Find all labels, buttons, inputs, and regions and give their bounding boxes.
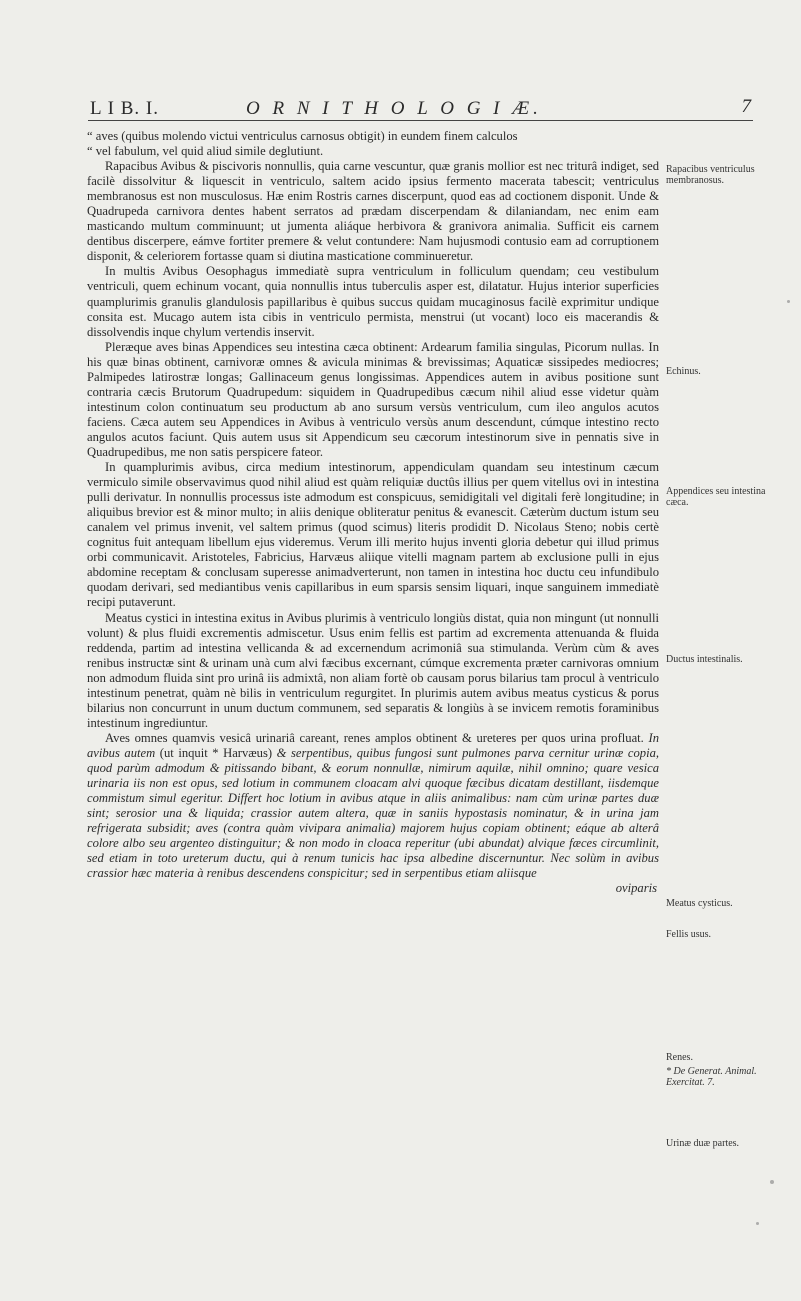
margin-note-echinus: Echinus.	[666, 366, 701, 377]
margin-note-citation: * De Generat. Animal. Exercitat. 7.	[666, 1066, 757, 1088]
margin-note-fellis: Fellis usus.	[666, 929, 712, 940]
book-label: L I B. I.	[90, 98, 159, 119]
ink-speck	[756, 1222, 759, 1225]
margin-note-renes: Renes.	[666, 1052, 693, 1063]
quote-line: “ aves (quibus molendo victui ventriculus carnosus obtigit) in eundem finem calculos	[87, 129, 518, 143]
renes-italic-b: & serpentibus, quibus fungosi sunt pulmones parva cernitur urinæ copia, quod parùm admodum & pitissando bibant, & eorum nonnullæ, nimirum aquilæ, nihil omnino; quare vesica urinaria iis non est opus, sed lotium in communem cloacam alvi quoque fæcibus dicatam destillant, iisdemque commistum simul egeritur. Differt hoc lotium in avibus atque in aliis animalibus: nam cùm urinæ partes duæ sint; serosior una & liquida; crassior autem altera, quæ in saniis hypostasis nominatur, & in urina jam refrigerata subsidit; aves (contra quàm vivipara animalia) majorem hujus copiam obtinent; eáque ab alterâ colore albo seu argenteo distinguitur; & non modo in cloaca reperitur (ubi abundat) alvique fæces circumlinit, sed etiam in toto ureterum ductu, qui à renum tunicis hac ipsa albedine discernuntur. Nec solùm in avibus crassior hæc materia à renibus descendens conspicitur; sed in serpentibus etiam aliisque	[87, 745, 660, 881]
margin-note-rapacibus: Rapacibus ventriculus membranosus.	[666, 164, 755, 186]
ink-speck	[787, 300, 790, 303]
page-number: 7	[741, 96, 751, 117]
paragraph-ductus-intestinalis: In quamplurimis avibus, circa medium intestinorum, appendiculam quandam seu intestinum cæcum vermiculo simile observavimus quod nihil aliud est quàm reliquiæ ductûs illius per quem vitellus ovi in intestina pulli derivatur. In nonnullis processus iste admodum est conspicuus, semidigitali vel digitali ferè longitudine; in aliquibus brevior est & minor multo; in aliis denique obliteratur penitus & evanescit. Cæterùm ductum istum seu canalem vel primus invenit, vel saltem primus (quod scimus) literis prodidit D. Nicolaus Steno; nobis certè cognitus fuit antequam libellum ejus videremus. Verum illi merito hujus inventi gloria debetur qui illud primus orbi communicavit. Aristoteles, Fabricius, Harvæus aliique vitelli magnam partem ab exclusione pulli in ejus abdomine receptam & conclusam superesse animadverterunt, non tamen in intestina hoc ductu ceu infundibulo quodam derivari, sed mediantibus venis capillaribus in eum sparsis sensim liquari, inque sanguinem immediatè recipi putaverunt.	[87, 460, 659, 610]
running-header	[88, 96, 753, 121]
paragraph-meatus-cysticus: Meatus cystici in intestina exitus in Avibus plurimis à ventriculo longiùs distat, quia non mingunt (ut nonnulli volunt) & plus fluidi excrementis admiscetur. Usus enim fellis est partim ad excrementa attenuanda & fluida reddenda, partim ad intestina vellicanda & ad excernendum acrimoniâ sua stimulanda. Verùm cùm & aves renibus instructæ sint & urinam unà cum alvi fæcibus excernant, cúmque excrementa præter carnivoras omnium non admodum fluida sint pro urinâ iis admixtâ, non aliam fortè ob causam porus bilarius tam procul à ventriculo intestinum penetrat, quàm nè bilis in ventriculum regurgitet. In plurimis autem avibus meatus cysticus & porus bilarius non concurrunt in unum ductum communem, sed separatis & longiùs à se invicem remotis foraminibus intestinum ingrediuntur.	[87, 610, 659, 730]
margin-note-appendices: Appendices seu intestina cæca.	[666, 486, 766, 508]
margin-note-urinae: Urinæ duæ partes.	[666, 1138, 740, 1149]
margin-note-ductus: Ductus intestinalis.	[666, 654, 743, 665]
paragraph-appendices: Pleræque aves binas Appendices seu intestina cæca obtinent: Ardearum familia singulas, Picorum nullas. In his quæ binas obtinent, carnivoræ omnes & avicula minimas & brevissimas; Aquaticæ sissipedes mediocres; Palmipedes latirostræ longas; Gallinaceum genus longissimas. Appendices autem in avibus positione sunt contraria cæcis Brutorum Quadrupedum: siquidem in Quadrupedibus cæcum nihil aliud esse videtur quàm intestinum colon continuatum seu productum ab ano sursum versùs ventriculum, cum ileo angulos acutos faciens. Cæca autem seu Appendices in Avibus à ventriculo versùs anum descendunt, cúmque intestino recto angulos acutos faciunt. Quis autem usus sit Appendicum seu cæcorum intestinorum sive in pennatis sive in Quadrupedibus, me non satis perspicere fateor.	[87, 339, 659, 459]
catchword: oviparis	[615, 881, 657, 896]
main-text-column	[87, 129, 659, 896]
renes-text: Aves omnes quamvis vesicâ urinariâ careant, renes amplos obtinent & ureteres per quos urina profluat.	[105, 730, 644, 745]
paragraph-renes	[87, 731, 659, 881]
ink-speck	[770, 1180, 774, 1184]
renes-citation: (ut inquit * Harvæus)	[159, 745, 273, 760]
running-title: O R N I T H O L O G I Æ.	[246, 98, 542, 119]
margin-note-meatus: Meatus cysticus.	[666, 898, 733, 909]
paragraph-rapacibus: Rapacibus Avibus & piscivoris nonnullis, quia carne vescuntur, quæ granis mollior est nec triturâ indiget, sed facilè dissolvitur & liquescit in ventriculo, saltem acido ipsius fermento macerata tabescit; ventriculus membranosus est non musculosus. Hæ enim Rostris carnes discerpunt, quod eas ad coctionem disponit. Unde & Quadrupeda carnivora dentes habent serratos ad prædam discerpendam & dilaniandam, nec enim eam masticando multum comminuunt; ut jumenta aliáque herbivora & granivora animalia. Sufficit eis carnem dentibus discerpere, eámve fortiter premere & velut contundere: Nam hujusmodi contusio eam ad corruptionem disponit, & celeriorem fortasse quam si diutina masticatione comminueretur.	[87, 159, 659, 264]
renes-italic-a: In avibus autem	[87, 730, 659, 760]
quote-line: “ vel fabulum, vel quid aliud simile deglutiunt.	[87, 144, 324, 159]
paragraph-echinus: In multis Avibus Oesophagus immediatè supra ventriculum in folliculum quendam; ceu vestibulum ventriculi, quem echinum vocant, quia nonnullis intus tuberculis asper est, dilatatur. Hujus interior superficies quamplurimis granulis glandulosis papillaribus è quibus succus quidam mucaginosus facilè exprimitur undique consita est. Mucago autem ista cibis in ventriculo permista, menstrui (ut vocant) loco eis macerandis & dissolvendis inque chylum vertendis inservit.	[87, 264, 659, 339]
